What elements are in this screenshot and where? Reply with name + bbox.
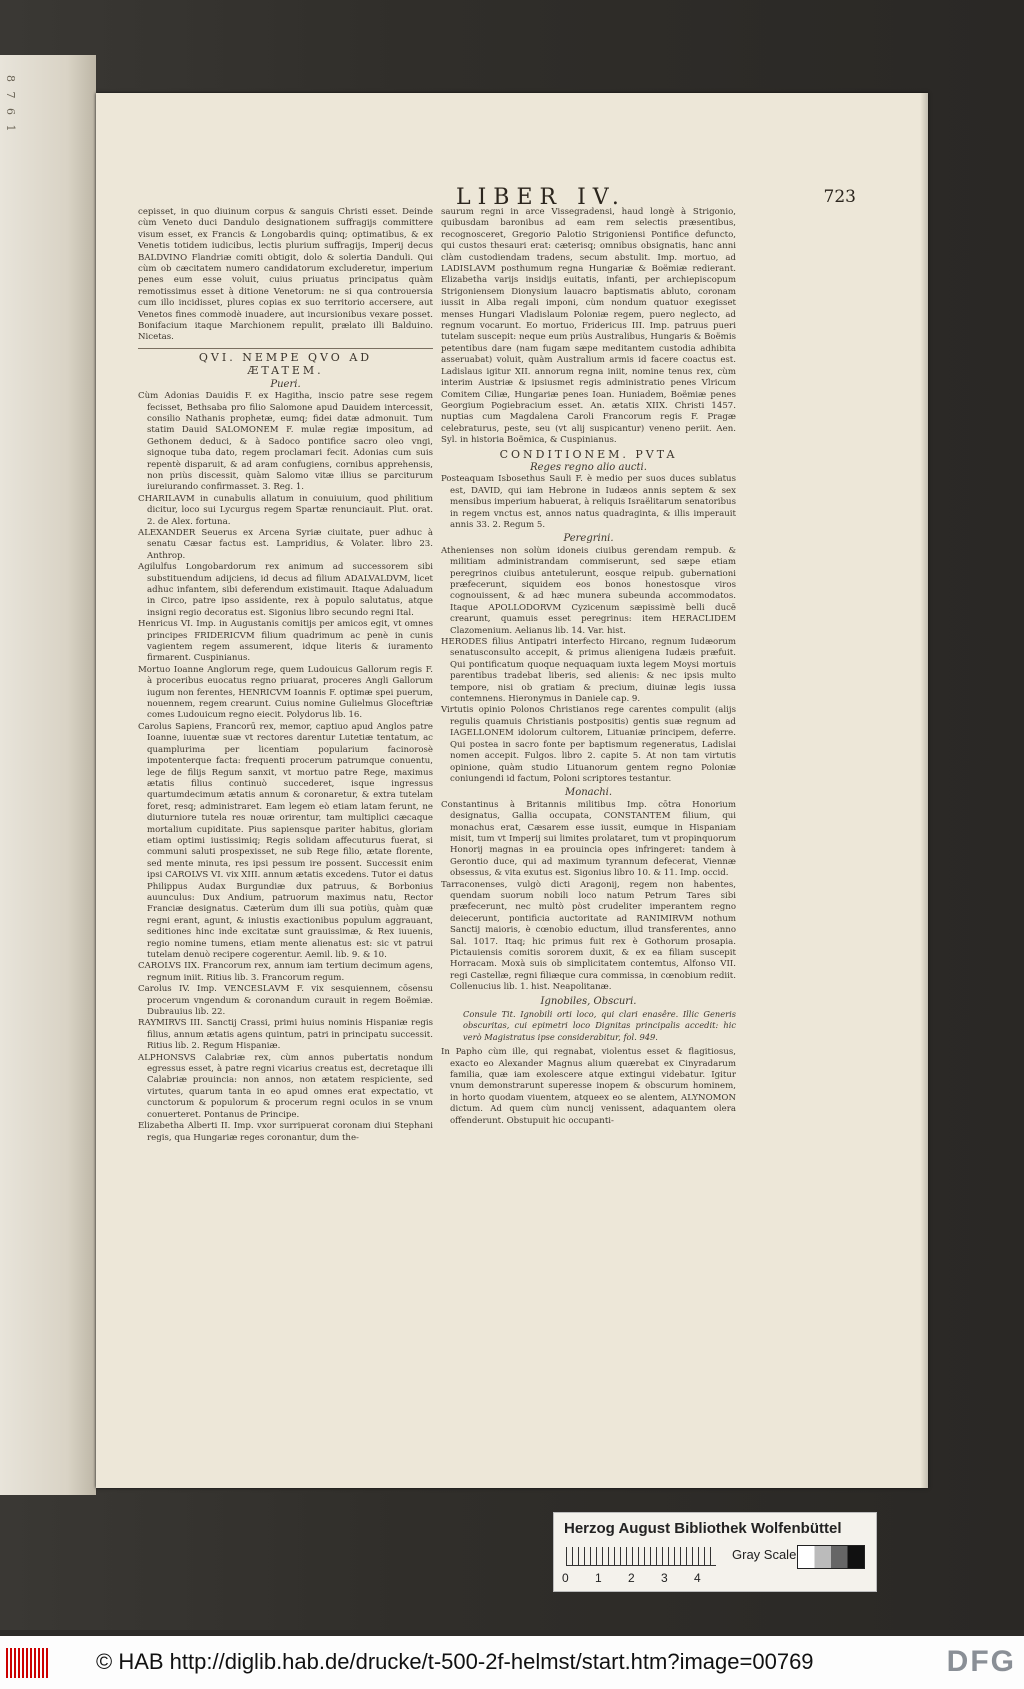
text-entry: Henricus VI. Imp. in Augustanis comitijs per amicos egit, vt omnes principes FRIDERICVM filium quadrimum ac penè in cunis vagientem regem assumerent, idque literis & iuramento firmarent. Cuspinianus. [138, 619, 433, 664]
footer-url-link[interactable]: © HAB http://diglib.hab.de/drucke/t-500-2f-helmst/start.htm?image=00769 [96, 1649, 814, 1674]
text-entry: Athenienses non solùm idoneis ciuibus gerendam rempub. & militiam administrandam commiserunt, sed sæpe etiam peregrinos ciuibus antetulerunt, eosque reipub. gubernationi præfecerunt, siquidem eos bonos honestosque viros cognouissent, & ad hæc munera subeunda accommodatos. Itaque APOLLODORVM Cyzicenum sæpissimè belli ducē crearunt, quamuis esset peregrinus: item HERACLIDEM Clazomenium. Aelianus lib. 14. Var. hist. [441, 545, 736, 636]
dfg-logo: DFG [946, 1645, 1016, 1678]
text-entry: RAYMIRVS III. Sanctij Crassi, primi huius nominis Hispaniæ regis filius, annum ætatis agens quintum, patri in principatu successit. Ritius lib. 2. Regum Hispaniæ. [138, 1018, 433, 1052]
subheading: Peregrini. [563, 533, 614, 545]
library-name: Herzog August Bibliothek Wolfenbüttel [564, 1520, 842, 1537]
text-entry: CHARILAVM in cunabulis allatum in conuiuium, quod philitium dicitur, loco sui Lycurgus regem Spartæ renunciauit. Plut. orat. 2. de Alex. fortuna. [138, 493, 433, 527]
paragraph: cepisset, in quo diuinum corpus & sanguis Christi esset. Deinde cùm Veneto duci Dandulo designationem suffragijs committere visum esset, ex Francis & Longobardis quinq; optimatibus, & ex Venetis totidem iudicibus, lectis plurium suffragijs, Imperij decus BALDVINO Flandriæ comiti obtigit, dolo & solertia Danduli. Qui cùm ob cæcitatem numero candidatorum excluderetur, imperium penes eum esse voluit, cuius priuatus principatus quàm remotissimus esset à ditione Venetorum: ne si qua controuersia cum illo incidisset, plures copias ex suo territorio accersere, aut Venetos fines commodè inuadere, aut incursionibus vexare posset. Bonifacium itaque Marchionem repulit, prælato illi Balduino. Nicetas. [138, 207, 433, 343]
section-heading: CONDITIONEM. PVTA [499, 447, 678, 461]
right-text-column [441, 207, 736, 1127]
subheading: Ignobiles, Obscuri. [540, 995, 637, 1007]
section-heading: QVI. NEMPE QVO AD [198, 350, 373, 364]
text-entry: CAROLVS IIX. Francorum rex, annum iam tertium decimum agens, regnum iniit. Ritius lib. 3. Francorum regum. [138, 961, 433, 983]
ruler-number: 3 [661, 1571, 668, 1585]
barcode-icon [6, 1648, 48, 1678]
text-entry: Agilulfus Longobardorum rex animum ad successorem sibi substituendum adijciens, id decus ad filium ADALVALDVM, licet adhuc infantem, sibi deferendum existimauit. Itaque Adaluadum in Circo, patre ipso assidente, rex à populo salutatus, atque insigni regio decoratus est. Sigonius libro secundo regni Ital. [138, 562, 433, 618]
text-entry: HERODES filius Antipatri interfecto Hircano, regnum Iudæorum senatusconsulto accepit, & primus alienigena Iudæis præfuit. Qui pontificatum quoque nequaquam iuxta legem Moysi mortuis parentibus tradebat liberis, sed alienis: & nec ipsis multo tempore, nisi ob gratiam & precium, diuinæ legis iussa contemnens. Hieronymus in Daniele cap. 9. [441, 637, 736, 705]
text-entry: Carolus IV. Imp. VENCESLAVM F. vix sesquiennem, cōsensu procerum vngendum & coronandum curauit in regem Boëmiæ. Dubrauius lib. 22. [138, 984, 433, 1018]
ruler-scale [566, 1547, 716, 1566]
text-entry: Constantinus à Britannis militibus Imp. cōtra Honorium designatus, Gallia occupata, CONSTANTEM filium, qui monachus erat, Cæsarem esse iussit, eumque in Hispaniam misit, tum vt Imperij sui limites prolataret, tum vt propinquorum Honorij magnas in ea prouincia opes infringeret: tandem à Gerontio duce, qui ad maximum tyrannum defecerat, Viennæ obsessus, & vita exutus est. Sigonius libro 10. & 11. Imp. occid. [441, 799, 736, 879]
text-entry: In Papho cùm ille, qui regnabat, violentus esset & flagitiosus, exacto eo Alexander Magnus alium quærebat ex Cinyradarum familia, quæ iam exolescere atque extingui videbatur. Igitur vnum demonstrarunt superesse inopem & obscurum hominem, in horto quodam viuentem, atqueex eo se alentem, ALYNOMON dictum. Ad quem cùm nuncij venissent, adaquantem olera offenderunt. Obstupuit hic occupanti- [441, 1047, 736, 1126]
ruler-number: 0 [562, 1571, 569, 1585]
page-number: 723 [823, 187, 856, 207]
text-entry: Virtutis opinio Polonos Christianos rege carentes compulit (alijs regulis quamuis Christianis postpositis) gentis suæ regnum ad IAGELLONEM idolorum cultorem, Lituaniæ principem, deferre. Qui postea in sacro fonte per baptismum regeneratus, Ladislai nomen accepit. Fulgos. libro 2. capite 5. At non tam virtutis opinione, quàm studio Lituanorum gentem regno Poloniæ coniungendi id factum, Poloni scriptores testantur. [441, 705, 736, 784]
text-entry: Tarraconenses, vulgò dicti Aragonij, regem non habentes, quendam suorum nobili loco natum Petrum Tares sibi præfecerunt, nec multò pòst crudeliter imperantem regno deiecerunt, pontificia auctoritate ad RANIMIRVM nothum Sanctij maioris, è cœnobio eductum, illud transferentes, anno Sal. 1017. Itaq; hic primus fuit rex è Gothorum prosapia. Pictauiensis comitis sororem duxit, & ex ea filiam suscepit Horracam. Moxà suis ob simplicitatem contemtus, Alfonso VII. regi Castellæ, regni filiæque cura commissa, in cœnobium rediit. Collenucius lib. 1. hist. Neapolitanæ. [441, 879, 736, 993]
left-text-column [138, 207, 433, 1144]
footer-bar [0, 1636, 1024, 1689]
cross-reference-note: Consule Tit. Ignobili orti loco, qui clari enasêre. Illic Generis obscuritas, cui epimetri loco Dignitas principalis accedit: hic verò Magistratus ipse considerabitur, fol. 949. [463, 1009, 736, 1042]
library-label [553, 1512, 877, 1592]
spine-text: 8 7 6 1 [4, 75, 17, 135]
text-entry: ALPHONSVS Calabriæ rex, cùm annos pubertatis nondum egressus esset, à patre regni vicarius creatus est, decretaque illi Calabriæ prouincia: non annos, non ætatem respiciente, sed virtutes, quarum tanta in eo apud omnes erat expectatio, vt cunctorum & populorum & procerum regni oculos in se vnum conuerteret. Pontanus de Principe. [138, 1052, 433, 1120]
ruler-number: 1 [595, 1571, 602, 1585]
grayscale-patch [797, 1545, 865, 1569]
text-entry: Carolus Sapiens, Francorū rex, memor, captiuo apud Anglos patre Ioanne, iuuentæ suæ vt rectores darentur Lutetiæ tentatum, ac quamplurima per licentiam popularium facinorosè impotenterque facta: frequenti procerum patrumque conuentu, lege de filijs Regum sanxit, vt mortuo patre Rege, maximus ætatis filius continuò succederet, isque ingressus quartumdecimum ætatis annum & coronaretur, & extra tutelam foret, resq; administraret. Eam legem eò etiam latam ferunt, ne diuturniore tutela res nouæ orirentur, tam multiplici cæcaque mortalium cupiditate. Pius sapiensque pariter habitus, gloriam etiam optimi iustissimiq; Regis solidam affecuturus fuerat, si communi saluti prospexisset, ne sub Rege filio, ætate florente, sed mente minuta, res ipsi pessum ire possent. Successit enim ipsi CAROLVS VI. vix XIII. annum ætatis excedens. Tutor ei datus Philippus Audax Burgundiæ dux patruus, & Borbonius auunculus: Dux Andium, patruorum maximus natu, Rector Franciæ designatus. Cæterùm dum illi sua potiùs, quàm quæ regni erant, agunt, & iniustis exactionibus populum aggrauant, seditiones hinc inde excitatæ sunt grauissimæ, & Rex iuuenis, regio nomine tumens, etiam mente alienatus est: sic vt patrui tutelam denuò recipere cogerentur. Aemil. lib. 9. & 10. [138, 721, 433, 960]
grayscale-label: Gray Scale [732, 1547, 797, 1562]
text-entry: Elizabetha Alberti II. Imp. vxor surripuerat coronam diui Stephani regis, qua Hungariæ reges coronantur, dum the- [138, 1121, 433, 1143]
text-entry: Cùm Adonias Dauidis F. ex Hagitha, inscio patre sese regem fecisset, Bethsaba pro filio Salomone apud Dauidem intercessit, consilio Nathanis prophetæ, eumq; fidei datæ admonuit. Tum statim Dauid SALOMONEM F. mulæ regiæ impositum, ad Gethonem deduci, & à Sadoco pontifice sacro oleo vngi, signoque tuba dato, regem proclamari fecit. Adonias cum suis repentè disparuit, & ad aram confugiens, cornibus apprehensis, non priùs discessit, quàm Salomo vitæ illius se parciturum iureiurando confirmasset. 3. Reg. 1. [138, 391, 433, 493]
subheading: Reges regno alio aucti. [530, 461, 647, 473]
previous-page-edge [0, 55, 96, 1495]
book-page [96, 93, 928, 1488]
text-entry: Posteaquam Isbosethus Sauli F. è medio per suos duces sublatus est, DAVID, qui iam Hebrone in Iudæos annis septem & sex mensibus imperium habuerat, à reliquis Israëlitarum senatoribus in regem vnctus est, annos natus quadraginta, & illis imperauit annis 33. 2. Regum 5. [441, 474, 736, 530]
running-title: LIBER IV. [456, 185, 626, 210]
section-heading: ÆTATEM. [247, 364, 324, 378]
subheading: Pueri. [270, 378, 301, 390]
text-entry: Mortuo Ioanne Anglorum rege, quem Ludouicus Gallorum regis F. à proceribus euocatus regno priuarat, proceres Angli Gallorum iugum non ferentes, HENRICVM Ioannis F. optimæ spei puerum, nouennem, regem crearunt. Cuius nomine Gulielmus Gloceftriæ comes Ludouicum regno eiecit. Polydorus lib. 16. [138, 664, 433, 721]
ruler-numbers [562, 1571, 732, 1585]
text-entry: ALEXANDER Seuerus ex Arcena Syriæ ciuitate, puer adhuc à senatu Cæsar factus est. Lampridius, & Volater. libro 23. Anthrop. [138, 527, 433, 561]
section-rule [138, 348, 433, 349]
subheading: Monachi. [564, 787, 613, 799]
ruler-number: 2 [628, 1571, 635, 1585]
paragraph: saurum regni in arce Vissegradensi, haud longè à Strigonio, quibusdam baronibus ad eam rem selectis præsentibus, recognosceret, Gregorio Palotio Strigoniensi Pontifice defuncto, qui custos thesauri erat: cæterisq; omnibus obsignatis, hanc anni clàm custodiendam tradens, secum abstulit. Imp. mortuo, ad LADISLAVM posthumum regna Hungariæ & Boëmiæ redierant. Elizabetha varijs insidijs euitatis, infanti, per archiepiscopum Strigoniensem Dionysium lauacro baptismatis abluto, coronam iussit in Alba regali imponi, cùm nondum quatuor exegisset menses Hungari Vladislaum Poloniæ regem, puero neglecto, ad regnum vocarunt. Eo mortuo, Fridericus III. Imp. patruus pueri tutelam suscepit: neque eum priùs Australibus, Hungaris & Boëmis petentibus dare (nam fugam sæpe meditantem custodia adhibita asseruabat) voluit, quàm Australium armis id facere coactus est. Ladislaus igitur XII. annorum regna iniit, nomine tenus rex, cùm interim Austriæ & ipsiusmet regis administratio penes Vlricum Comitem Ciliæ, Hungariæ penes Ioan. Huniadem, Boëmiæ penes Georgium Pogiebracium esset. An. ætatis XIIX. Christi 1457. nuptias cum Magdalena Caroli Francorum regis F. Pragæ celebraturus, peste, seu (vt alij suspicantur) veneno periit. Aen. Syl. in historia Boëmica, & Cuspinianus. [441, 207, 736, 446]
ruler-number: 4 [694, 1571, 701, 1585]
